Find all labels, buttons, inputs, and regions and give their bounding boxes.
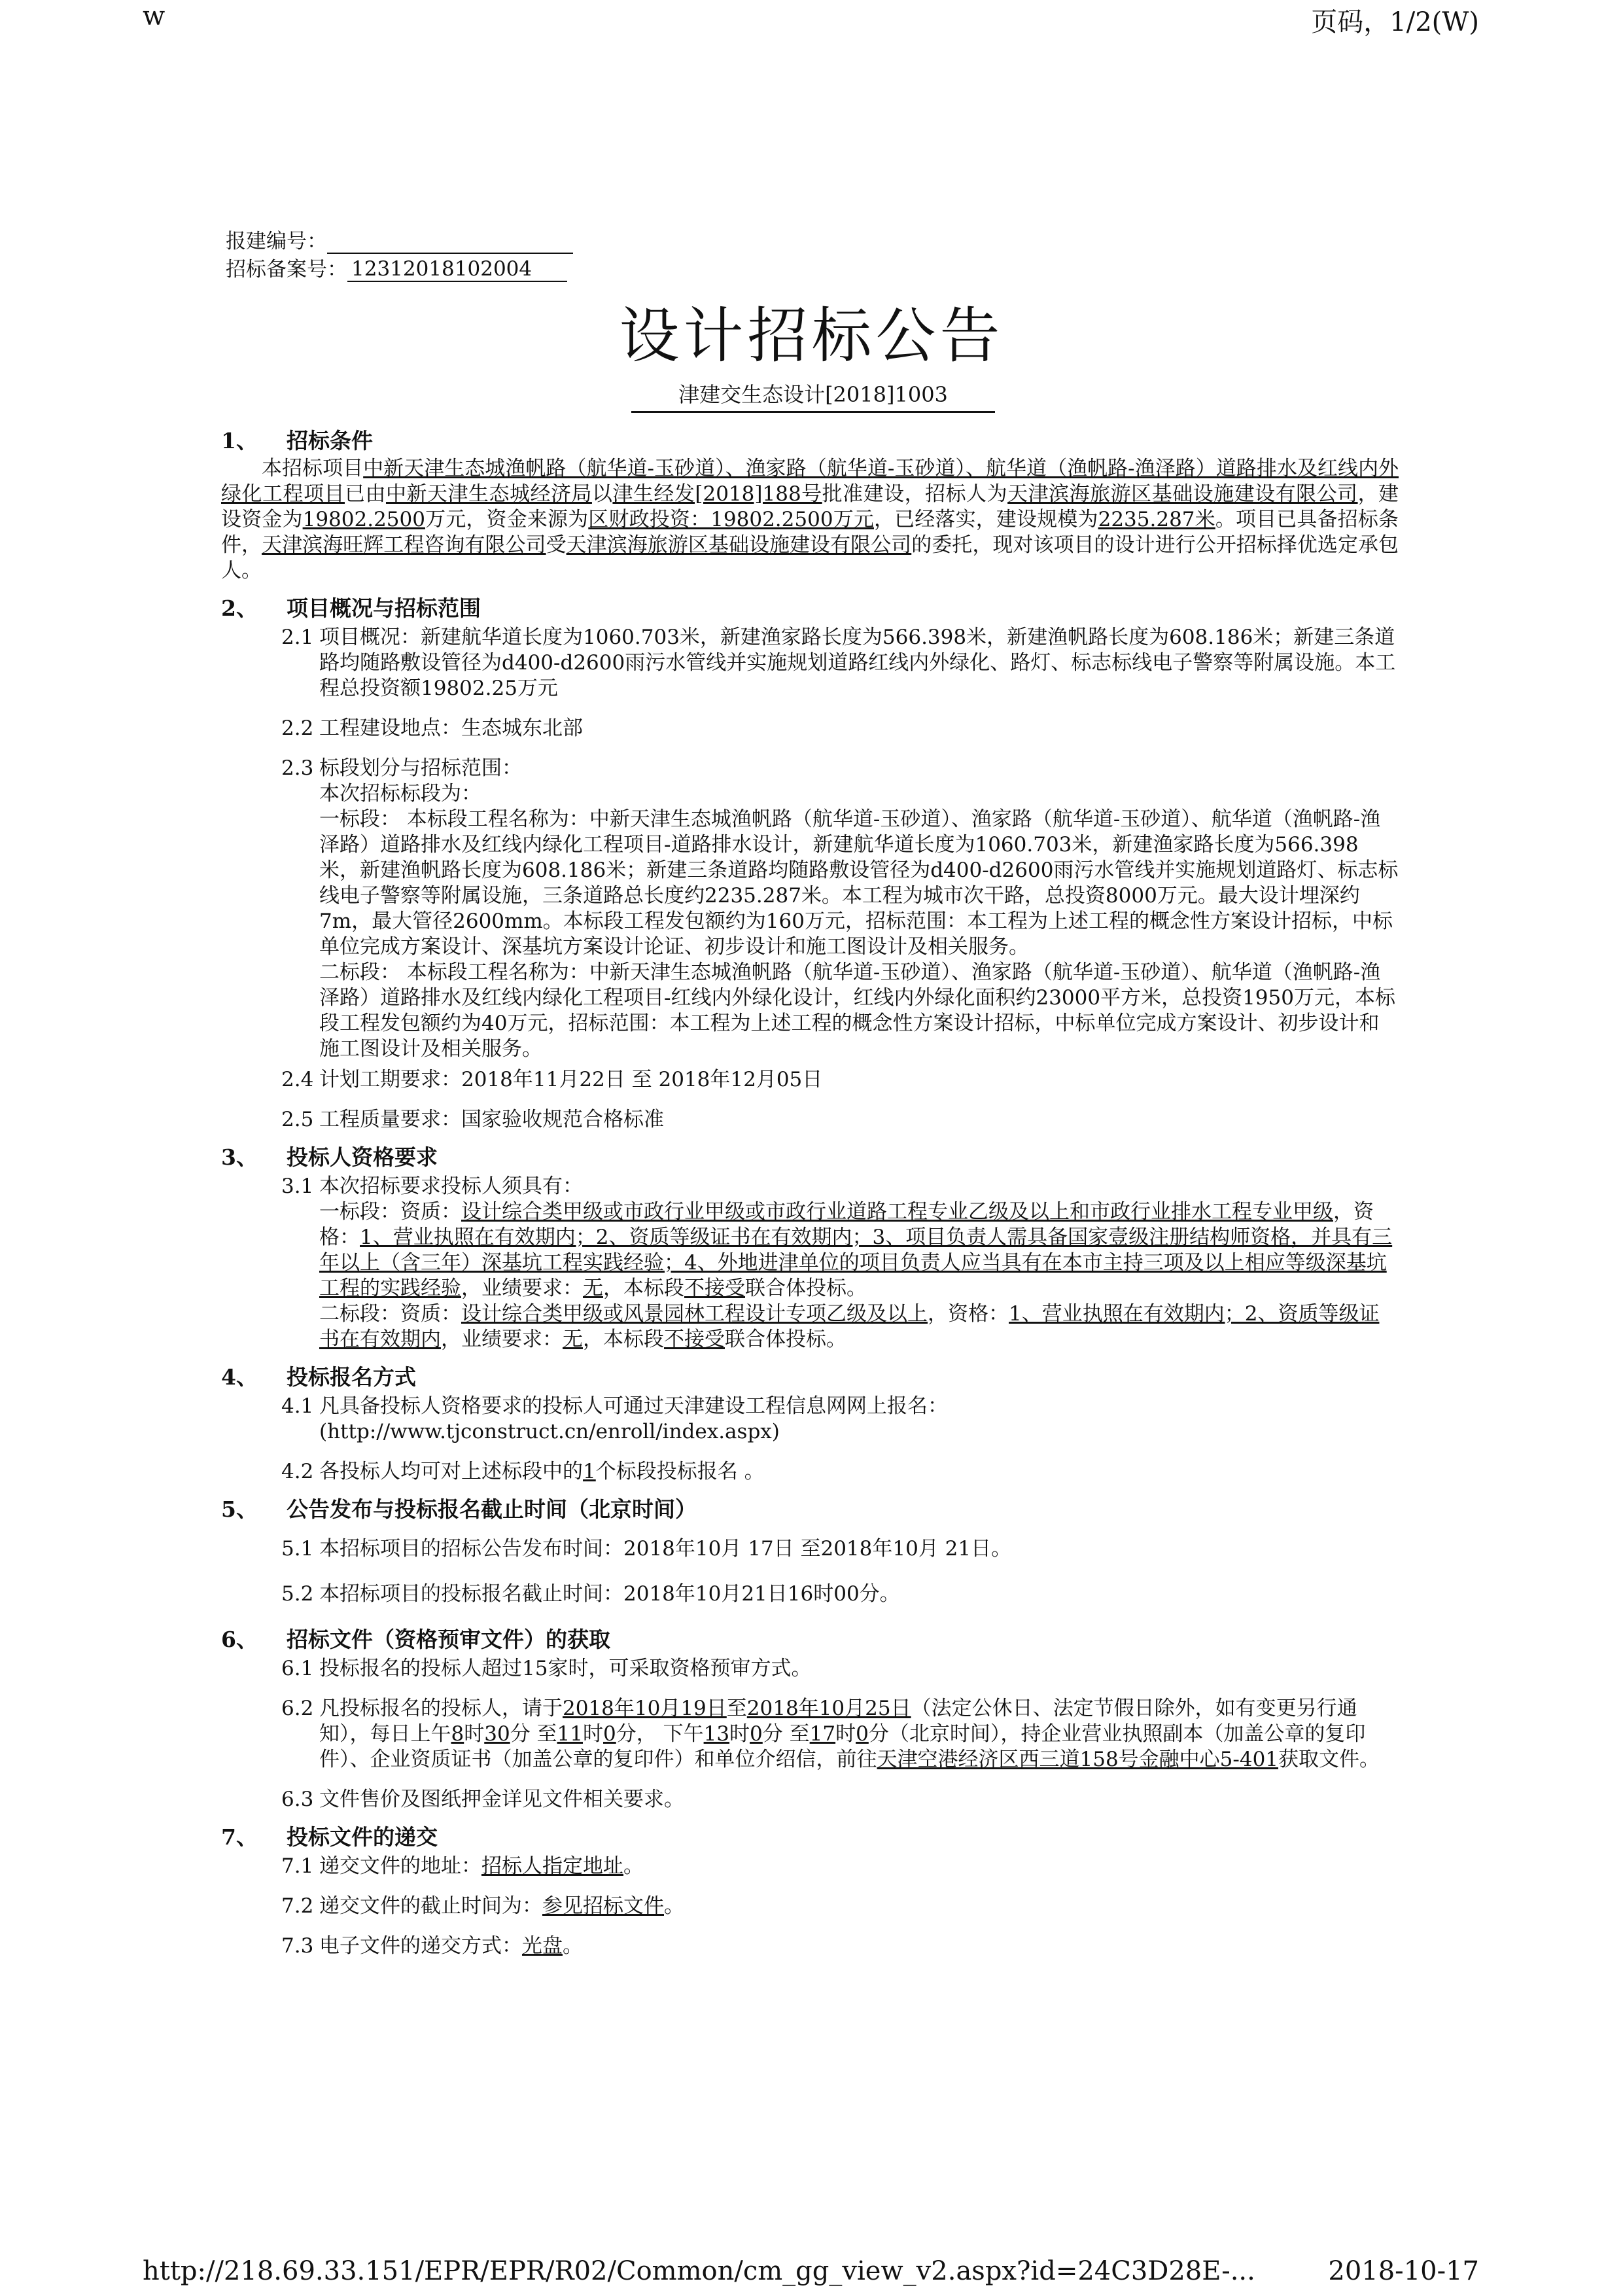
item-6-1: 6.1 投标报名的投标人超过15家时，可采取资格预审方式。	[281, 1657, 812, 1680]
section-6-heading: 6、 招标文件（资格预审文件）的获取	[221, 1627, 610, 1652]
record-number-value: 12312018102004	[347, 257, 567, 282]
item-6-2: 6.2 凡投标报名的投标人，请于2018年10月19日至2018年10月25日（法定公休日、法定节假日除外，如有变更另行通知），每日上午8时30分 至11时0分， 下午13时0分 至17时0分（北京时间），持企业营业执照副本（加盖公章的复印件）、企业资质证书（加盖公章的复印件）和单位介绍信，前往天津空港经济区西三道158号金融中心5-401获取文件。	[281, 1697, 1380, 1771]
print-header-left: w	[143, 1, 166, 31]
section-2-heading: 2、 项目概况与招标范围	[221, 595, 481, 621]
item-2-3-intro: 本次招标标段为：	[319, 782, 481, 805]
print-footer-url: http://218.69.33.151/EPR/EPR/R02/Common/cm_gg_view_v2.aspx?id=24C3D28E-...	[143, 2256, 1255, 2286]
item-4-1: 4.1 凡具备投标人资格要求的投标人可通过天津建设工程信息网网上报名： (http://www.tjconstruct.cn/enroll/index.aspx)	[281, 1394, 948, 1443]
section-3-heading: 3、 投标人资格要求	[221, 1144, 438, 1170]
item-3-1-lot-2: 二标段：资质：设计综合类甲级或风景园林工程设计专项乙级及以上，资格：1、营业执照在有效期内；2、资质等级证书在有效期内，业绩要求：无，本标段不接受联合体投标。	[319, 1302, 1380, 1351]
item-4-2: 4.2 各投标人均可对上述标段中的1个标段投标报名 。	[281, 1460, 765, 1483]
item-3-1: 3.1 本次招标要求投标人须具有：	[281, 1174, 583, 1198]
section-1-paragraph: 本招标项目中新天津生态城渔帆路（航华道-玉砂道）、渔家路（航华道-玉砂道）、航华道（渔帆路-渔泽路）道路排水及红线内外绿化工程项目已由中新天津生态城经济局以津生经发[2018]188号批准建设，招标人为天津滨海旅游区基础设施建设有限公司，建设资金为19802.2500万元，资金来源为区财政投资：19802.2500万元，已经落实，建设规模为2235.287米。项目已具备招标条件，天津滨海旺辉工程咨询有限公司受天津滨海旅游区基础设施建设有限公司的委托，现对该项目的设计进行公开招标择优选定承包人。	[221, 457, 1399, 582]
item-2-1: 2.1 项目概况：新建航华道长度为1060.703米，新建渔家路长度为566.398米，新建渔帆路长度为608.186米；新建三条道路均随路敷设管径为d400-d2600雨污水管线并实施规划道路红线内外绿化、路灯、标志标线电子警察等附属设施。本工程总投资额19802.25万元	[281, 626, 1396, 700]
report-number-blank	[327, 229, 573, 254]
item-3-1-lot-1: 一标段：资质：设计综合类甲级或市政行业甲级或市政行业道路工程专业乙级及以上和市政行业排水工程专业甲级，资格：1、营业执照在有效期内；2、资质等级证书在有效期内；3、项目负责人需具备国家壹级注册结构师资格，并具有三年以上（含三年）深基坑工程实践经验；4、外地进津单位的项目负责人应当具有在本市主持三项及以上相应等级深基坑工程的实践经验，业绩要求：无，本标段不接受联合体投标。	[319, 1200, 1393, 1300]
document-number: 津建交生态设计[2018]1003	[631, 378, 995, 413]
page-title: 设计招标公告	[619, 301, 1004, 371]
print-footer-date: 2018-10-17	[1328, 2256, 1479, 2286]
item-2-4: 2.4 计划工期要求：2018年11月22日 至 2018年12月05日	[281, 1068, 823, 1091]
enroll-url: (http://www.tjconstruct.cn/enroll/index.aspx)	[319, 1420, 780, 1443]
report-number-label: 报建编号：	[226, 230, 327, 253]
item-2-3: 2.3 标段划分与招标范围：	[281, 756, 522, 780]
section-1-heading: 1、 招标条件	[221, 428, 373, 453]
notice-body	[221, 420, 1399, 1959]
item-6-3: 6.3 文件售价及图纸押金详见文件相关要求。	[281, 1788, 684, 1811]
item-2-2: 2.2 工程建设地点：生态城东北部	[281, 716, 583, 740]
item-2-5: 2.5 工程质量要求：国家验收规范合格标准	[281, 1108, 664, 1131]
print-header-page-number: 页码，1/2(W)	[1311, 7, 1479, 37]
section-4-heading: 4、 投标报名方式	[221, 1364, 416, 1390]
item-2-3-lot-1: 一标段： 本标段工程名称为：中新天津生态城渔帆路（航华道-玉砂道）、渔家路（航华道-玉砂道）、航华道（渔帆路-渔泽路）道路排水及红线内绿化工程项目-道路排水设计，新建航华道长度为1060.703米，新建渔家路长度为566.398米，新建渔帆路长度为608.186米；新建三条道路均随路敷设管径为d400-d2600雨污水管线并实施规划道路灯、标志标线电子警察等附属设施，三条道路总长度约2235.287米。本工程为城市次干路，总投资8000万元。最大设计埋深约7m，最大管径2600mm。本标段工程发包额约为160万元，招标范围：本工程为上述工程的概念性方案设计招标，中标单位完成方案设计、深基坑方案设计论证、初步设计和施工图设计及相关服务。	[319, 807, 1399, 959]
item-7-2: 7.2 递交文件的截止时间为：参见招标文件。	[281, 1894, 684, 1918]
section-5-heading: 5、 公告发布与投标报名截止时间（北京时间）	[221, 1496, 697, 1522]
item-5-1: 5.1 本招标项目的招标公告发布时间：2018年10月 17日 至2018年10月 21日。	[281, 1537, 1012, 1561]
report-number-row	[226, 224, 573, 254]
item-2-3-lot-2: 二标段： 本标段工程名称为：中新天津生态城渔帆路（航华道-玉砂道）、渔家路（航华道-玉砂道）、航华道（渔帆路-渔泽路）道路排水及红线内绿化工程项目-红线内外绿化设计，红线内外绿化面积约23000平方米，总投资1950万元，本标段工程发包额约为40万元，招标范围：本工程为上述工程的概念性方案设计招标，中标单位完成方案设计、初步设计和施工图设计及相关服务。	[319, 961, 1395, 1061]
item-7-3: 7.3 电子文件的递交方式：光盘。	[281, 1934, 583, 1958]
record-number-label: 招标备案号：	[226, 258, 347, 281]
item-5-2: 5.2 本招标项目的投标报名截止时间：2018年10月21日16时00分。	[281, 1582, 900, 1606]
section-7-heading: 7、 投标文件的递交	[221, 1824, 438, 1850]
record-number-row	[226, 253, 567, 282]
item-7-1: 7.1 递交文件的地址：招标人指定地址。	[281, 1854, 644, 1878]
